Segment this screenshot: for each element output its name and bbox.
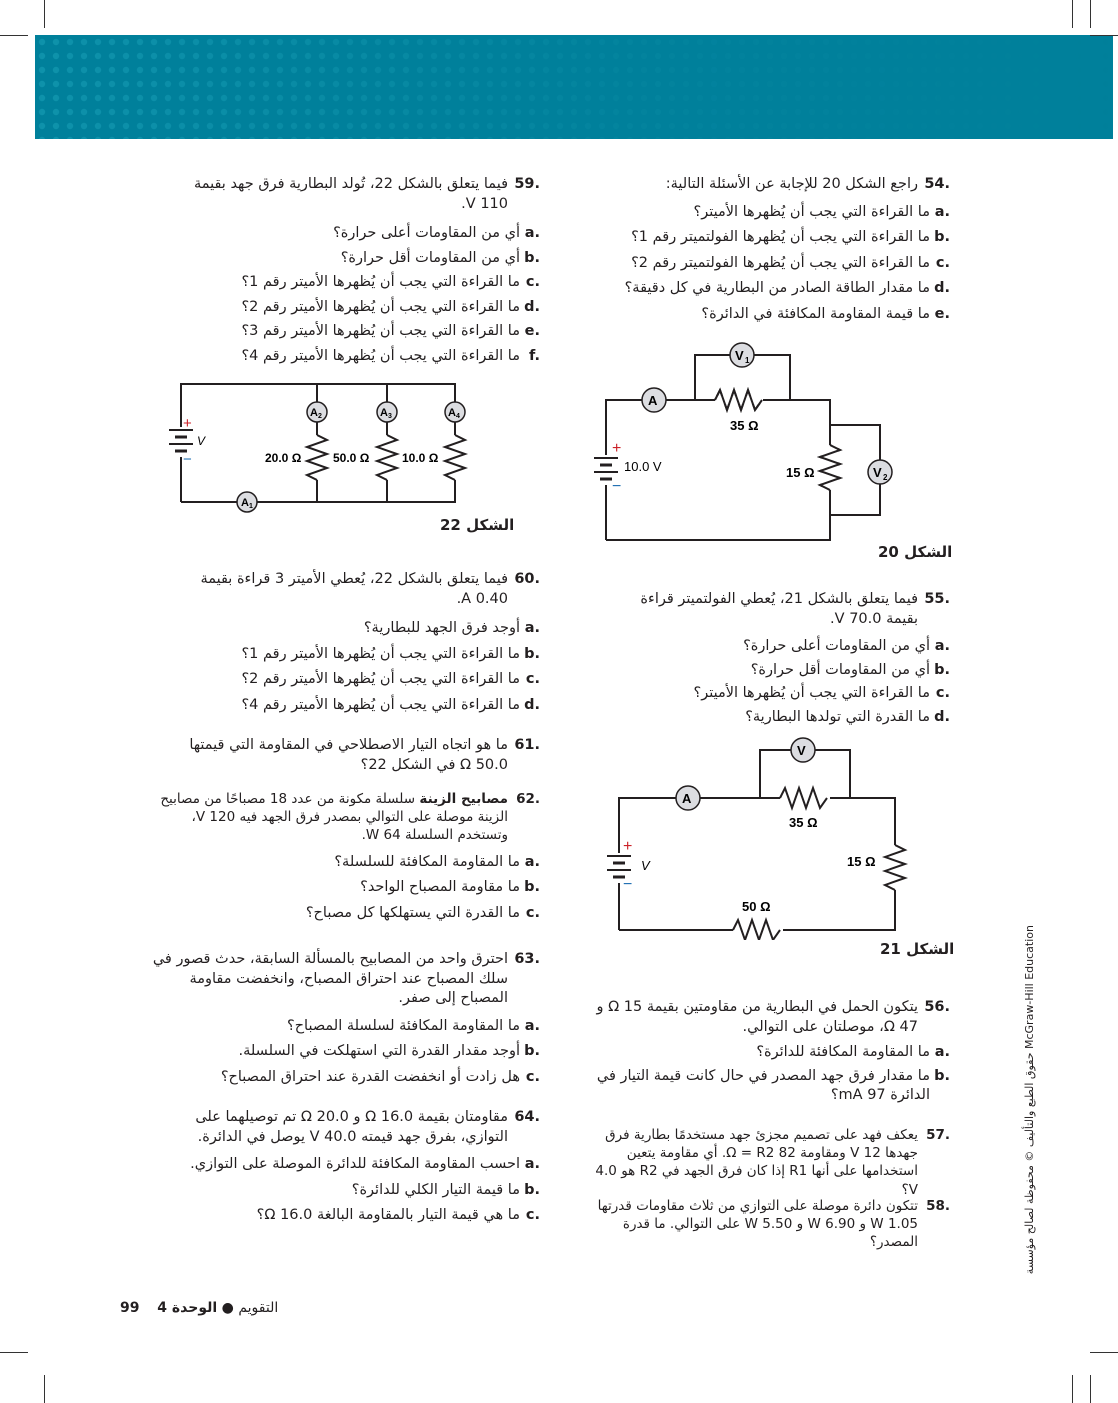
section-name: التقويم [238, 1300, 279, 1316]
sub-item: b. ما القراءة التي يجب أن يُظهرها الأميتر رقم 1؟ [241, 645, 540, 662]
question-stem: تتكون دائرة موصلة على التوازي من ثلاث مقاومات قدرتها 1.05 W و 6.90 W و 5.50 W على التوالي. ما قدرة المصدر؟ [597, 1198, 918, 1251]
crop-mark [1072, 0, 1073, 28]
resistor-label: 20.0 Ω [265, 451, 302, 465]
sub-item: c. ما القراءة التي يجب أن يُظهرها الأميتر؟ [693, 685, 950, 702]
question-stem: مقاومتان بقيمة 16.0 Ω و 20.0 Ω تم توصيلهما على التوازي، بفرق جهد قيمته 40.0 V يوصل في الدائرة. [195, 1109, 508, 1145]
plus-sign: + [612, 440, 622, 457]
sub-item: a. أي من المقاومات أعلى حرارة؟ [743, 638, 950, 655]
question-58 [580, 1197, 950, 1252]
page-footer [120, 1300, 278, 1316]
battery-label: 10.0 V [624, 459, 662, 474]
sub-item: b. أوجد مقدار القدرة التي استهلكت في السلسلة. [238, 1043, 540, 1060]
svg-text:A: A [648, 393, 658, 408]
battery-label: V [641, 858, 650, 873]
question-title: مصابيح الزينة [419, 791, 508, 807]
svg-text:A: A [448, 407, 456, 419]
question-59 [165, 175, 540, 367]
sub-item: b. أي من المقاومات أقل حرارة؟ [750, 661, 950, 678]
question-64 [150, 1108, 540, 1226]
question-number: 55. [924, 591, 950, 607]
question-57 [580, 1126, 950, 1199]
resistor-label: 15 Ω [847, 854, 876, 869]
crop-mark [1090, 1352, 1118, 1353]
sub-item: b. ما مقاومة المصباح الواحد؟ [360, 879, 540, 896]
crop-mark [1090, 0, 1091, 28]
sub-item: c. ما القراءة التي يجب أن يُظهرها الفولتميتر رقم 2؟ [631, 254, 950, 271]
figure-21-circuit [605, 735, 915, 940]
sub-item: a. ما المقاومة المكافئة لسلسلة المصباح؟ [287, 1017, 540, 1034]
sub-item: b. أي من المقاومات أقل حرارة؟ [340, 249, 540, 266]
question-56 [580, 998, 950, 1106]
question-number: 57. [926, 1127, 950, 1143]
question-stem: ما هو اتجاه التيار الاصطلاحي في المقاومة التي قيمتها 50.0 Ω في الشكل 22؟ [189, 737, 508, 773]
sub-item: c. ما القراءة التي يجب أن يُظهرها الأميتر رقم 1؟ [241, 274, 540, 291]
question-stem: فيما يتعلق بالشكل 21، يُعطي الفولتميتر قراءة بقيمة 70.0 V. [640, 591, 918, 627]
sub-item: e. ما قيمة المقاومة المكافئة في الدائرة؟ [701, 305, 950, 322]
footer-bullet: ● [221, 1300, 234, 1316]
question-number: 56. [924, 999, 950, 1015]
svg-text:A: A [682, 791, 692, 806]
question-stem: سلسلة مكونة من عدد 18 مصباحًا من مصابيح الزينة موصلة على التوالي بمصدر فرق الجهد فيه 120 V، وتستخدم السلسلة 64 W. [160, 791, 508, 844]
sub-item: a. أي من المقاومات أعلى حرارة؟ [333, 225, 540, 242]
svg-text:4: 4 [456, 413, 460, 420]
svg-text:V: V [873, 465, 882, 480]
sub-item: d. ما القراءة التي يجب أن يُظهرها الأميتر رقم 2؟ [241, 298, 540, 315]
minus-sign: − [183, 451, 192, 468]
figure-20-caption: الشكل 20 [878, 543, 953, 561]
sub-item: c. ما القراءة التي يجب أن يُظهرها الأميتر رقم 2؟ [241, 671, 540, 688]
question-stem: يتكون الحمل في البطارية من مقاومتين بقيمة 15 Ω و 47 Ω، موصلتان على التوالي. [596, 999, 918, 1035]
figure-22-caption: الشكل 22 [440, 516, 515, 534]
sub-item: b. ما القراءة التي يجب أن يُظهرها الفولتميتر رقم 1؟ [631, 229, 950, 246]
resistor-label: 50.0 Ω [333, 451, 370, 465]
question-stem: فيما يتعلق بالشكل 22، يُعطي الأميتر 3 قراءة بقيمة 0.40 A. [200, 571, 508, 607]
question-stem: يعكف فهد على تصميم مجزئ جهد مستخدمًا بطارية فرق جهدها 12 V ومقاومة 82 Ω = R2. أي مقاومة يتعين استخدامها على أنها R1 إذا كان فرق الجهد في R2 هو 4.0 V؟ [595, 1127, 918, 1198]
resistor-label: 15 Ω [786, 465, 815, 480]
question-62 [150, 790, 540, 923]
svg-text:1: 1 [249, 503, 253, 510]
sub-item: b. ما مقدار فرق جهد المصدر في حال كانت قيمة التيار في الدائرة 97 mA؟ [596, 1067, 950, 1104]
resistor-label: 35 Ω [730, 418, 759, 433]
figure-22-circuit [165, 380, 475, 515]
sub-item: c. ما هي قيمة التيار بالمقاومة البالغة 16.0 Ω؟ [256, 1207, 540, 1224]
question-number: 61. [514, 737, 540, 753]
sub-item: b. ما قيمة التيار الكلي للدائرة؟ [351, 1181, 540, 1198]
question-number: 59. [514, 176, 540, 192]
sub-item: a. ما المقاومة المكافئة للدائرة؟ [756, 1044, 950, 1061]
crop-mark [1090, 1375, 1091, 1403]
svg-text:A: A [380, 407, 388, 419]
svg-text:A: A [241, 497, 249, 509]
svg-text:2: 2 [883, 473, 888, 482]
svg-text:A: A [310, 407, 318, 419]
sub-item: d. ما مقدار الطاقة الصادر من البطارية في كل دقيقة؟ [624, 280, 950, 297]
plus-sign: + [183, 415, 192, 432]
crop-mark [1072, 1375, 1073, 1403]
svg-text:2: 2 [318, 413, 322, 420]
battery-label: V [197, 434, 206, 448]
question-number: 54. [924, 176, 950, 192]
sub-item: a. أوجد فرق الجهد للبطارية؟ [363, 620, 540, 637]
sub-item: f. ما القراءة التي يجب أن يُظهرها الأميتر رقم 4؟ [241, 347, 540, 364]
question-number: 64. [514, 1109, 540, 1125]
page-number: 99 [120, 1300, 140, 1316]
question-stem: احترق واحد من المصابيح بالمسألة السابقة، حدث قصور في سلك المصباح عند احتراق المصباح، وانخفضت مقاومة المصباح إلى صفر. [152, 951, 508, 1007]
question-60 [180, 570, 540, 715]
sub-item: a. ما المقاومة المكافئة للسلسلة؟ [334, 853, 540, 870]
sub-item: c. هل زادت أو انخفضت القدرة عند احتراق المصباح؟ [220, 1068, 540, 1085]
question-stem: فيما يتعلق بالشكل 22، تُولد البطارية فرق جهد بقيمة 110 V. [193, 176, 508, 212]
question-number: 62. [516, 791, 540, 807]
svg-text:1: 1 [745, 356, 750, 365]
question-61 [170, 736, 540, 775]
sub-list [600, 203, 950, 325]
question-55 [630, 590, 950, 727]
minus-sign: − [612, 478, 622, 495]
svg-text:V: V [735, 348, 744, 363]
sub-item: a. ما القراءة التي يجب أن يُظهرها الأميتر؟ [693, 203, 950, 220]
crop-mark [1090, 35, 1118, 36]
svg-text:V: V [797, 743, 806, 758]
banner-pattern [35, 35, 1113, 139]
crop-mark [0, 1352, 28, 1353]
svg-text:3: 3 [388, 413, 392, 420]
question-number: 58. [926, 1198, 950, 1214]
plus-sign: + [623, 838, 633, 855]
minus-sign: − [623, 876, 633, 893]
crop-mark [44, 1375, 45, 1403]
question-number: 63. [514, 951, 540, 967]
sub-item: d. ما القراءة التي يجب أن يُظهرها الأميتر رقم 4؟ [241, 696, 540, 713]
sub-item: d. ما القدرة التي تولدها البطارية؟ [745, 708, 950, 725]
resistor-label: 50 Ω [742, 899, 771, 914]
figure-21-caption: الشكل 21 [880, 940, 955, 958]
question-54 [600, 175, 950, 324]
figure-20-circuit [590, 340, 900, 545]
copyright-vertical: McGraw-Hill Education حقوق الطبع والتأليف © محفوظة لصالح مؤسسة [1023, 925, 1036, 1275]
sub-item: a. احسب المقاومة المكافئة للدائرة الموصلة على التوازي. [190, 1156, 540, 1173]
unit-name: الوحدة 4 [157, 1300, 218, 1316]
question-63 [150, 950, 540, 1087]
resistor-label: 10.0 Ω [402, 451, 439, 465]
resistor-label: 35 Ω [789, 815, 818, 830]
sub-item: c. ما القدرة التي يستهلكها كل مصباح؟ [305, 904, 540, 921]
crop-mark [0, 35, 28, 36]
question-stem: راجع الشكل 20 للإجابة عن الأسئلة التالية: [665, 176, 918, 192]
header-banner [35, 35, 1113, 139]
sub-item: e. ما القراءة التي يجب أن يُظهرها الأميتر رقم 3؟ [241, 323, 540, 340]
question-number: 60. [514, 571, 540, 587]
crop-mark [44, 0, 45, 28]
